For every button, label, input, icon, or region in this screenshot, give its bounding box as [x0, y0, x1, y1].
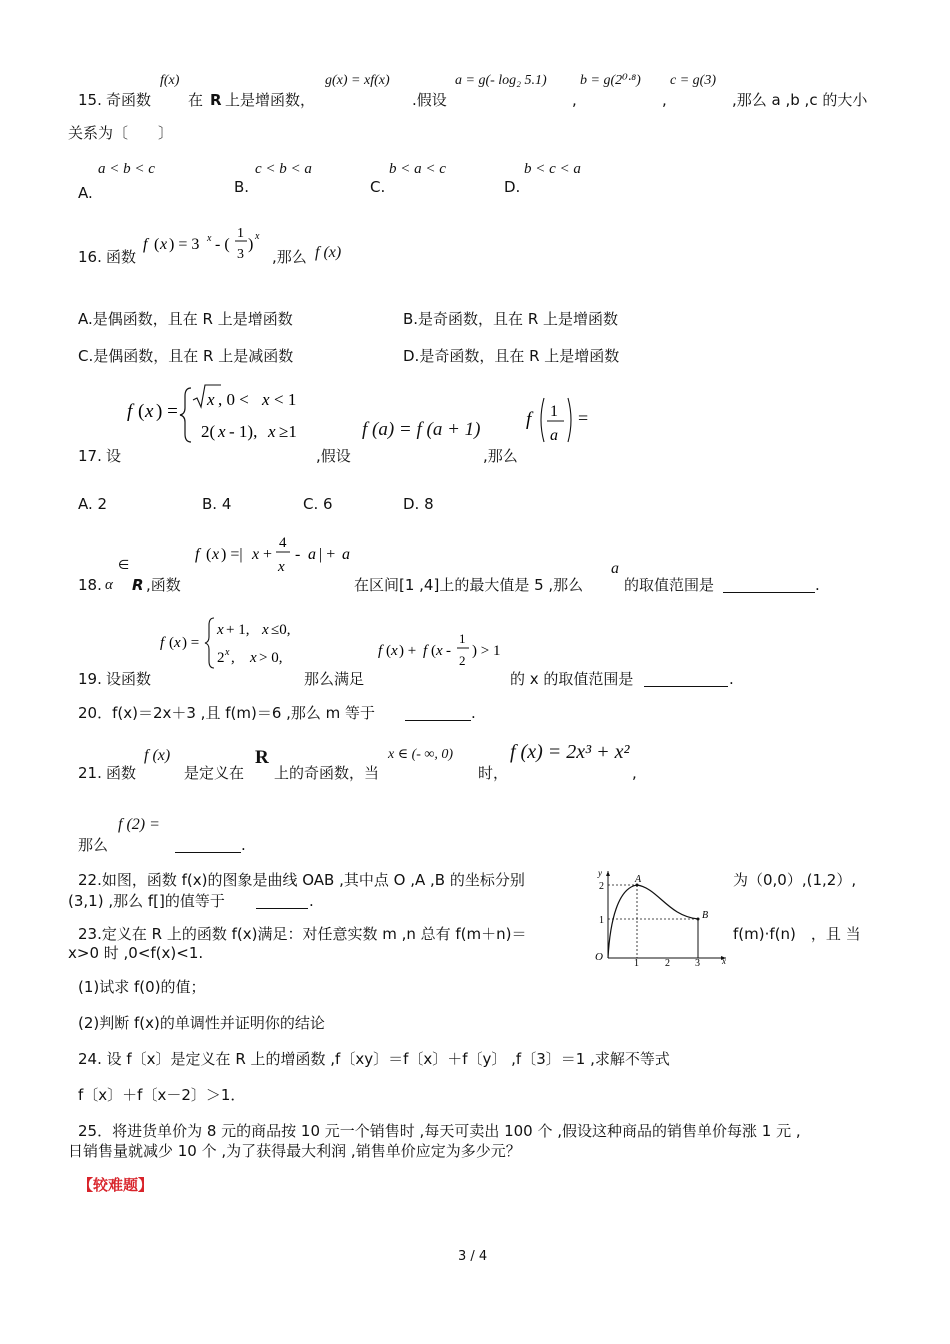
q24-line-2: f〔x〕＋f〔x－2〕＞1． — [78, 1086, 246, 1104]
q19-inequality — [376, 628, 516, 672]
q21-text-5: 那么 — [78, 836, 109, 854]
q21-num: 21. — [78, 764, 102, 782]
graph-xtick-3: 3 — [695, 958, 700, 966]
q21-condition: x ∈ (- ∞, 0) — [388, 747, 454, 762]
q16-text-2: ,那么 — [272, 248, 307, 266]
svg-text:≥1: ≥1 — [279, 422, 297, 441]
svg-text:x: x — [207, 233, 212, 244]
svg-text:2: 2 — [459, 653, 466, 668]
q15-option-d-expr: b < c < a — [524, 161, 581, 177]
q18-text-1: ,函数 — [146, 576, 181, 594]
q17-option-b: B. 4 — [202, 495, 232, 513]
q15-a-def: a = g(- log₂ 5.1) — [455, 73, 547, 88]
svg-text:(: ( — [154, 236, 160, 253]
q18-a: a — [611, 560, 619, 577]
q20-text: 20．f(x)＝2x＋3 ,且 f(m)＝6 ,那么 m 等于 — [78, 704, 376, 722]
q23-text-right: f(m)·f(n) ，且 当 — [733, 925, 861, 943]
svg-text:a: a — [550, 427, 558, 444]
q21-end: . — [241, 836, 246, 854]
svg-text:+: + — [263, 546, 273, 563]
graph-x-label: x — [722, 956, 726, 966]
q17-piecewise-formula — [125, 382, 315, 446]
svg-text:x: x — [174, 635, 181, 651]
q15-option-d-label: D. — [504, 178, 521, 196]
q19-text-3: 的 x 的取值范围是 — [510, 670, 634, 688]
svg-text:x: x — [218, 422, 226, 441]
q15-fx: f(x) — [160, 73, 180, 88]
svg-text:- (: - ( — [215, 236, 230, 253]
q19-answer-blank — [644, 672, 728, 687]
q22-end: . — [309, 892, 314, 910]
svg-text:f: f — [423, 643, 428, 659]
q15-option-b-expr: c < b < a — [255, 161, 312, 177]
q15-text-5: ,那么 a ,b ,c 的大小 — [732, 91, 868, 109]
svg-text:a: a — [342, 546, 350, 563]
q15-option-c-expr: b < a < c — [389, 161, 446, 177]
svg-text:x: x — [268, 422, 276, 441]
svg-text:) = 3: ) = 3 — [169, 236, 200, 253]
q15-option-b-label: B. — [234, 178, 250, 196]
svg-text:x: x — [252, 546, 260, 563]
graph-label-b: B — [702, 910, 709, 921]
q15-option-a-label: A. — [78, 184, 93, 202]
q18-R: R — [132, 576, 144, 594]
q18-num: 18. — [78, 576, 102, 594]
svg-text:1: 1 — [550, 403, 558, 420]
svg-text:(: ( — [386, 643, 391, 659]
svg-text:< 1: < 1 — [274, 390, 297, 409]
q21-answer-blank — [175, 838, 241, 853]
q18-formula — [192, 530, 362, 580]
graph-xtick-1: 1 — [634, 958, 639, 966]
graph-point-b — [697, 918, 700, 921]
q18-text-3: 的取值范围是 — [624, 576, 715, 594]
q21-text-1: 函数 — [106, 764, 137, 782]
svg-text:x: x — [160, 236, 168, 253]
q19-text-2: 那么满足 — [304, 670, 365, 688]
q17-option-d: D. 8 — [403, 495, 434, 513]
svg-text:) =: ) = — [182, 635, 200, 651]
svg-text:f: f — [195, 546, 200, 563]
svg-text:x: x — [255, 231, 260, 242]
svg-text:=: = — [578, 408, 589, 428]
svg-text:x: x — [391, 643, 398, 659]
q15-text-1: 奇函数 — [106, 91, 152, 109]
q17-condition: f (a) = f (a + 1) — [362, 419, 481, 440]
q15-option-c-label: C. — [370, 178, 386, 196]
q21-text-2: 是定义在 — [184, 764, 245, 782]
svg-text:-: - — [446, 643, 451, 659]
svg-text:3: 3 — [237, 247, 244, 262]
graph-y-arrow — [606, 871, 610, 876]
svg-text:f: f — [378, 643, 383, 659]
svg-text:-: - — [295, 546, 301, 563]
svg-text:4: 4 — [279, 535, 287, 551]
q17-option-c: C. 6 — [303, 495, 333, 513]
svg-text:) =|: ) =| — [221, 546, 243, 563]
q15-option-a-expr: a < b < c — [98, 161, 155, 177]
q21-fx: f (x) — [144, 747, 171, 764]
q22-answer-blank — [256, 894, 308, 909]
q23-sub-2: (2)判断 f(x)的单调性并证明你的结论 — [78, 1014, 325, 1032]
q17-text-1: 设 — [106, 447, 122, 465]
q18-text-2: 在区间[1 ,4]上的最大值是 5 ,那么 — [354, 576, 584, 594]
svg-text:> 0,: > 0, — [259, 650, 283, 666]
svg-text:2(: 2( — [201, 422, 216, 441]
svg-text:1: 1 — [459, 631, 466, 646]
q18-in: ∈ — [118, 558, 130, 573]
svg-text:x: x — [262, 390, 270, 409]
q21-formula: f (x) = 2x³ + x² — [510, 741, 630, 763]
q15-text-2: 在 — [188, 91, 204, 109]
q16-fx: f (x) — [315, 244, 342, 261]
q18-alpha: α — [105, 577, 113, 593]
svg-text:x: x — [217, 622, 224, 638]
q22-text-right: 为（0,0）,(1,2）, — [733, 871, 857, 889]
q15-c-def: c = g(3) — [670, 73, 716, 88]
page-number: 3 / 4 — [458, 1249, 488, 1264]
q16-option-d: D.是奇函数，且在 R 上是增函数 — [403, 347, 620, 365]
q21-text-3: 上的奇函数，当 — [274, 764, 380, 782]
q21-comma: , — [632, 764, 637, 782]
svg-text:) > 1: ) > 1 — [472, 643, 501, 659]
q18-answer-blank — [723, 578, 815, 593]
svg-text:f: f — [160, 635, 165, 651]
q15-text-3: 上是增函数， — [225, 91, 316, 109]
q24-line-1: 24. 设 f〔x〕是定义在 R 上的增函数 ,f〔xy〕＝f〔x〕＋f〔y〕 ,f〔3〕＝1 ,求解不等式 — [78, 1050, 670, 1068]
svg-text:- 1),: - 1), — [229, 422, 258, 441]
svg-text:, 0 <: , 0 < — [218, 390, 249, 409]
svg-text:) =: ) = — [156, 401, 178, 422]
q25-line-1: 25．将进货单价为 8 元的商品按 10 元一个销售时 ,每天可卖出 100 个 ,假设这种商品的销售单价每涨 1 元 , — [78, 1122, 801, 1140]
q15-b-def: b = g(2⁰·⁸) — [580, 73, 641, 88]
svg-text:| +: | + — [319, 546, 336, 563]
svg-text:(: ( — [169, 635, 174, 651]
q22-line-2: (3,1) ,那么 f[]的值等于 — [68, 892, 225, 910]
svg-text:x: x — [212, 546, 220, 563]
svg-text:,: , — [231, 650, 235, 666]
graph-label-a: A — [635, 874, 642, 885]
q16-option-b: B.是奇函数，且在 R 上是增函数 — [403, 310, 619, 328]
svg-text:2: 2 — [217, 650, 225, 666]
q16-option-c: C.是偶函数，且在 R 上是减函数 — [78, 347, 294, 365]
q21-R: R — [255, 747, 269, 768]
svg-text:(: ( — [431, 643, 436, 659]
svg-text:≤0,: ≤0, — [271, 622, 291, 638]
q19-piecewise-formula — [158, 613, 308, 671]
q17-text-3: ,那么 — [483, 447, 518, 465]
q16-formula — [140, 222, 265, 266]
q20-answer-blank — [405, 706, 471, 721]
q15-g-def: g(x) = xf(x) — [325, 73, 390, 88]
q16-num: 16. — [78, 248, 102, 266]
q15-comma-1: , — [572, 91, 577, 109]
q23-text: 23.定义在 R 上的函数 f(x)满足：对任意实数 m ,n 总有 f(m＋n)＝ — [78, 925, 527, 943]
svg-text:): ) — [248, 236, 254, 253]
svg-text:x: x — [278, 559, 285, 575]
svg-text:x: x — [436, 643, 443, 659]
q15-comma-2: , — [662, 91, 667, 109]
q15-line-2: 关系为〔 〕 — [68, 124, 174, 142]
q21-text-4: 时， — [478, 764, 509, 782]
svg-text:x: x — [225, 647, 230, 658]
svg-text:x: x — [250, 650, 257, 666]
q17-text-2: ,假设 — [316, 447, 351, 465]
q19-end: . — [729, 670, 734, 688]
svg-text:f: f — [526, 409, 532, 430]
q18-end: . — [815, 576, 820, 594]
q19-text-1: 设函数 — [106, 670, 152, 688]
graph-ytick-1: 1 — [599, 915, 604, 926]
graph-y-label: y — [598, 868, 602, 878]
graph-origin-label: O — [595, 951, 603, 963]
graph-ytick-2: 2 — [599, 881, 604, 892]
q15-text-4: .假设 — [412, 91, 447, 109]
q20-end: . — [471, 704, 476, 722]
svg-text:) +: ) + — [399, 643, 417, 659]
q22-graph — [588, 866, 730, 966]
q22-text: 22.如图，函数 f(x)的图象是曲线 OAB ,其中点 O ,A ,B 的坐标分别 — [78, 871, 525, 889]
svg-text:x: x — [145, 401, 154, 422]
svg-text:1: 1 — [237, 226, 244, 241]
q16-text-1: 函数 — [106, 248, 137, 266]
q21-f2: f (2) = — [118, 816, 160, 833]
q17-target-expr — [524, 392, 594, 448]
graph-xtick-2: 2 — [665, 958, 670, 966]
q17-option-a: A. 2 — [78, 495, 108, 513]
graph-curve-oab — [608, 885, 698, 958]
svg-text:a: a — [308, 546, 316, 563]
svg-text:(: ( — [138, 401, 145, 422]
svg-text:(: ( — [206, 546, 212, 563]
q16-option-a: A.是偶函数，且在 R 上是增函数 — [78, 310, 293, 328]
svg-text:f: f — [143, 236, 148, 253]
q15-R: R — [210, 91, 222, 109]
svg-text:f: f — [127, 401, 133, 422]
svg-text:+ 1,: + 1, — [226, 622, 250, 638]
q25-line-2: 日销售量就减少 10 个 ,为了获得最大利润 ,销售单价应定为多少元？ — [68, 1142, 521, 1160]
q23-line-2: x>0 时 ,0<f(x)<1. — [68, 944, 204, 962]
q17-num: 17. — [78, 447, 102, 465]
q19-num: 19. — [78, 670, 102, 688]
q15-num: 15. — [78, 91, 102, 109]
svg-text:x: x — [207, 390, 215, 409]
svg-text:x: x — [262, 622, 269, 638]
section-heading-harder: 【较难题】 — [78, 1176, 154, 1194]
q23-sub-1: (1)试求 f(0)的值； — [78, 978, 206, 996]
